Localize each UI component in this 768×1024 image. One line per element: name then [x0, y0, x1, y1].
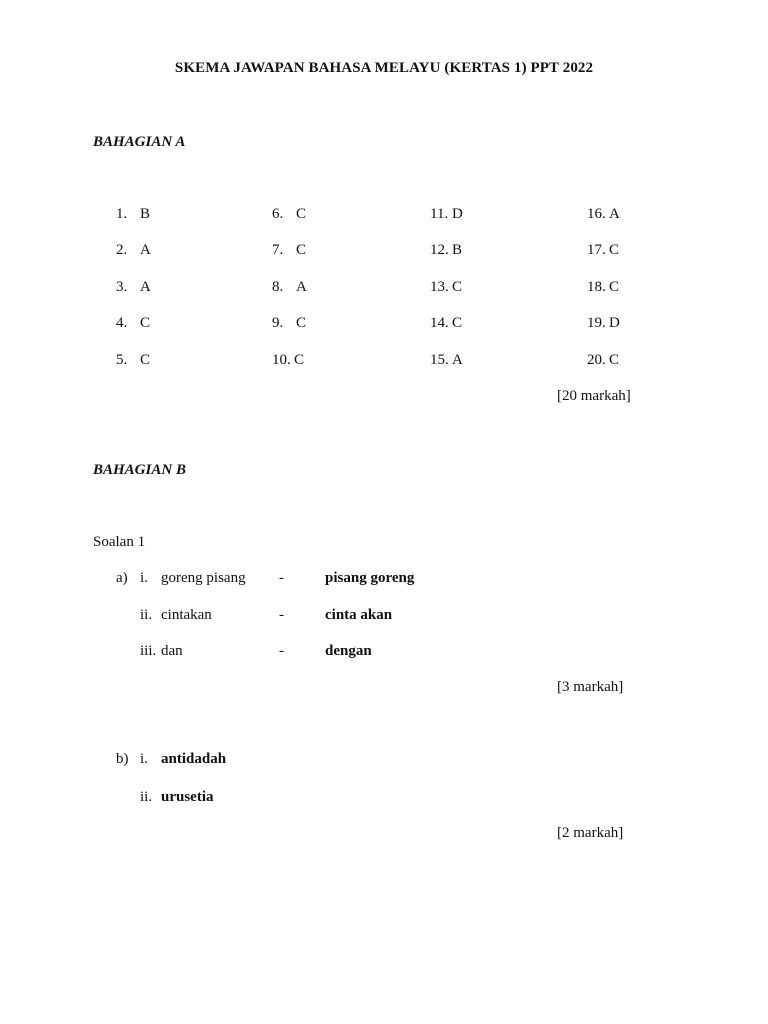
- part-a-wrong-2: cintakan: [161, 607, 212, 623]
- part-a-roman-1: i.: [140, 570, 148, 586]
- section-a-marks: [20 markah]: [557, 388, 631, 404]
- mcq-choice: C: [296, 206, 307, 222]
- mcq-answer-20: [587, 352, 619, 369]
- mcq-number: 5.: [116, 352, 128, 368]
- document-title: SKEMA JAWAPAN BAHASA MELAYU (KERTAS 1) PPT 2022: [174, 60, 594, 76]
- mcq-answer-6: [272, 206, 306, 223]
- part-a-dash-2: -: [279, 607, 284, 623]
- mcq-choice: C: [609, 352, 620, 368]
- mcq-choice: B: [140, 206, 151, 222]
- mcq-number: 2.: [116, 242, 128, 258]
- part-a-dash-1: -: [279, 570, 284, 586]
- mcq-number: 4.: [116, 315, 128, 331]
- mcq-choice: C: [452, 279, 463, 295]
- mcq-number: 17.: [587, 242, 606, 258]
- mcq-choice: C: [296, 242, 307, 258]
- part-a-marks: [3 markah]: [557, 679, 624, 695]
- part-b-answer-1: antidadah: [161, 751, 227, 767]
- mcq-number: 8.: [272, 279, 284, 295]
- part-a-correct-1: pisang goreng: [325, 570, 415, 586]
- part-b-marks: [2 markah]: [557, 825, 624, 841]
- mcq-answer-14: [430, 315, 462, 332]
- mcq-choice: C: [294, 352, 305, 368]
- mcq-choice: C: [609, 279, 620, 295]
- mcq-number: 3.: [116, 279, 128, 295]
- mcq-number: 10.: [272, 352, 291, 368]
- mcq-choice: C: [609, 242, 620, 258]
- mcq-answer-18: [587, 279, 619, 296]
- mcq-answer-17: [587, 242, 619, 259]
- part-b-label: b): [116, 751, 129, 767]
- mcq-answer-7: [272, 242, 306, 259]
- mcq-number: 16.: [587, 206, 606, 222]
- part-a-correct-2: cinta akan: [325, 607, 393, 623]
- mcq-number: 12.: [430, 242, 449, 258]
- part-a-wrong-1: goreng pisang: [161, 570, 246, 586]
- mcq-choice: C: [452, 315, 463, 331]
- mcq-choice: A: [296, 279, 307, 295]
- mcq-answer-13: [430, 279, 462, 296]
- mcq-number: 18.: [587, 279, 606, 295]
- mcq-answer-11: [430, 206, 463, 223]
- part-a-label: a): [116, 570, 128, 586]
- part-a-roman-3: iii.: [140, 643, 157, 659]
- mcq-number: 20.: [587, 352, 606, 368]
- part-b-roman-1: i.: [140, 751, 148, 767]
- part-a-wrong-3: dan: [161, 643, 183, 659]
- part-a-dash-3: -: [279, 643, 284, 659]
- mcq-answer-19: [587, 315, 620, 332]
- mcq-answer-8: [272, 279, 307, 296]
- part-b-roman-2: ii.: [140, 789, 153, 805]
- mcq-number: 9.: [272, 315, 284, 331]
- mcq-answer-16: [587, 206, 620, 223]
- mcq-number: 14.: [430, 315, 449, 331]
- mcq-choice: D: [452, 206, 463, 222]
- mcq-answer-5: [116, 352, 150, 369]
- mcq-answer-1: [116, 206, 150, 223]
- mcq-answer-2: [116, 242, 151, 259]
- question-label: Soalan 1: [93, 534, 146, 550]
- mcq-choice: A: [452, 352, 463, 368]
- mcq-answer-10: [272, 352, 304, 369]
- mcq-choice: A: [609, 206, 620, 222]
- mcq-choice: A: [140, 242, 151, 258]
- part-a-correct-3: dengan: [325, 643, 372, 659]
- mcq-number: 7.: [272, 242, 284, 258]
- mcq-choice: C: [140, 315, 151, 331]
- mcq-answer-9: [272, 315, 306, 332]
- mcq-choice: C: [140, 352, 151, 368]
- mcq-number: 19.: [587, 315, 606, 331]
- mcq-choice: C: [296, 315, 307, 331]
- mcq-answer-4: [116, 315, 150, 332]
- mcq-answer-12: [430, 242, 462, 259]
- mcq-number: 11.: [430, 206, 449, 222]
- mcq-answer-3: [116, 279, 151, 296]
- mcq-answer-15: [430, 352, 463, 369]
- section-heading-b: BAHAGIAN B: [93, 462, 186, 478]
- mcq-choice: D: [609, 315, 620, 331]
- section-heading-a: BAHAGIAN A: [93, 134, 186, 150]
- mcq-number: 15.: [430, 352, 449, 368]
- mcq-choice: B: [452, 242, 463, 258]
- part-b-answer-2: urusetia: [161, 789, 214, 805]
- part-a-roman-2: ii.: [140, 607, 153, 623]
- mcq-number: 13.: [430, 279, 449, 295]
- mcq-number: 1.: [116, 206, 128, 222]
- mcq-choice: A: [140, 279, 151, 295]
- mcq-number: 6.: [272, 206, 284, 222]
